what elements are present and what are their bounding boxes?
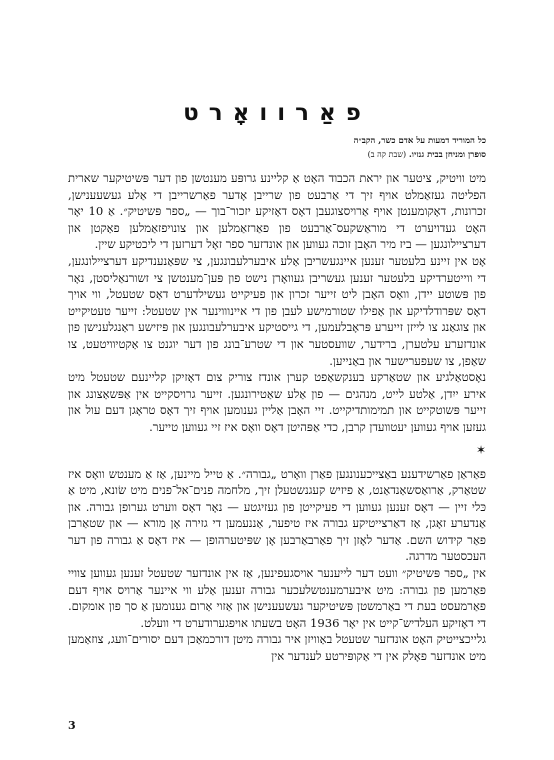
paragraph-2: אָט אין זיינע בלעטער זענען איינגעשריבן אַלע איבערלעבונגען, צי שפּאַנענדיקע דערציילונגען, די ווייטערדיקע בלעטער זענען געשריבן געוואָרן נישט פון פּען־מענטשן צי זשורנאַליסטן, נאָר פון פּשוטע יידן, וואָס האָבן ליט זייער זכרון און פעיקייט געשילדערט דאָס שטעטל, ווי אויך דאָס שפּרודלדיקע און אַפילו שטורמישע לעבן פון די איינוווינער אין שטעטל: זייער טעטיקייט און צוגאַנג צו לייזן זייערע פּראָבלעמען, די גייסטיקע איבערלעבונגען און פּיזישע ראַנגלענישן פון אונדזערע עלטערן, ברידער, שוועסטער און די שטרע־בונג פון דער יוגנט צו אַקטיוויטעט, צו שאַפן, צו שעפערישער און באַנייען. (68, 253, 486, 368)
epigraph-line-1: כל המוריד דמעות על אדם כשר, הקב״ה (353, 136, 486, 146)
paragraph-1: מיט וויטיק, ציטער און יראת הכבוד האָט אַ קליינע גרופּע מענטשן פון דער פּשיטיקער שארית הפליטה געזאַמלט אויף זיך די אַרבעט פון שרייבן אָדער פאַרשרייבן די אַלע געשעענישן, זכרונות, דאָקומענטן אויף אַרויסצוגעבן דאָס דאָזיקע יזכור־בוך — „ספר פּשיטיק״. אַ 10 יאָר האָט געדויערט די מוראַשקעס־אַרבעט פון פאַרזאַמלען און צונויפזאַמלען פאַקטן און דערציילונגען — ביז מיר האָבן זוכה געווען און אונדזער ספר זאָל דערזען די ליכטיקע שיין. (68, 171, 486, 252)
epigraph-source: (שבת קה ב) (367, 150, 407, 159)
page-number: 3 (68, 719, 76, 732)
epigraph (186, 135, 486, 162)
paragraph-3: נאָסטאַלגיע און שטאַרקע בענקשאַפט קערן אונדז צוריק צום דאָזיקן קליינעם שטעטל מיט אירע ייִדן, אַלטע לייט, מנהגים — פון אַלע שאַטירונגען. זייער גרויסקייט אין אַפּשאַצונג און זייער פּשוטקייט און תמימותדיקייט. זיי האָבן אַליין גענומען אויף זיך דאָס טראָגן דעם עול און געזען אויף געווען יעטוועדן קרבן, כדי אַפּהיטן דאָס וואָס איז זיי געווען טייער. (68, 370, 486, 434)
epigraph-line-2-wrap (186, 148, 486, 162)
paragraph-6: גלייכצייטיק האָט אונדזער שטעטל באַוויזן איר גבורה מיטן דורכמאַכן דעם יסורים־וועג, צוזאַמען מיט אונדזער פאָלק אין די אַקופּירטע לענדער אין (68, 632, 486, 664)
epigraph-line-2: סופרן ומניחן בבית גנזיו. (408, 150, 486, 160)
page-title: פאַרוואָרט (183, 100, 371, 126)
body-text (68, 170, 486, 665)
section-divider: ✶ (475, 442, 486, 457)
paragraph-5: אין „ספר פּשיטיק״ וועט דער לייענער אויסגעפינען, אַז אין אונדזער שטעטל זענען געווען צוויי פאַרמען פון גבורה: מיט איבערמענטשלעכער גבורה זענען אַלע ווי איינער אַרויס אויף דעם פאַרמעסט בעת די באַרמשטן פּשיטיקער געשעענישן און אַזוי אַרום גענומען אַ סך פון אומקום. די דאָזיקע העלדיש־קייט אין יאָר 1936 האָט בשעתו אויפגערודערט די וועלט. (68, 566, 486, 630)
paragraph-4: פאַראַן פאַרשידענע באַצייכענונגען פאַרן וואָרט „גבורה״. אַ טייל מיינען, אַז אַ מענטש וואָס איז שטאַרק, אַרואַסשאַנדאַנט, אַ פיזיש קעגנשטעלן זיך, מלחמה פנים־אל־פנים מיט שׂונא, מיט אַ כּלי זיין — דאָס זענען געווען די פעיקייטן פון געזיגטע — נאָר דאָס ווערט גערופן גבורה. און אַנדערע זאָגן, אַז דאַרצייטיקע גבורה איז טיפער, אַננעמען די גזירה אָן מורא — און שטאַרבן פאַר קידוש השם. אַדער לאָזן זיך פאַרבאַרבען אָן שפּיטערהופן — איז דאָס אַ גבורה פון דער העכסטער מדרגה. (68, 466, 486, 564)
